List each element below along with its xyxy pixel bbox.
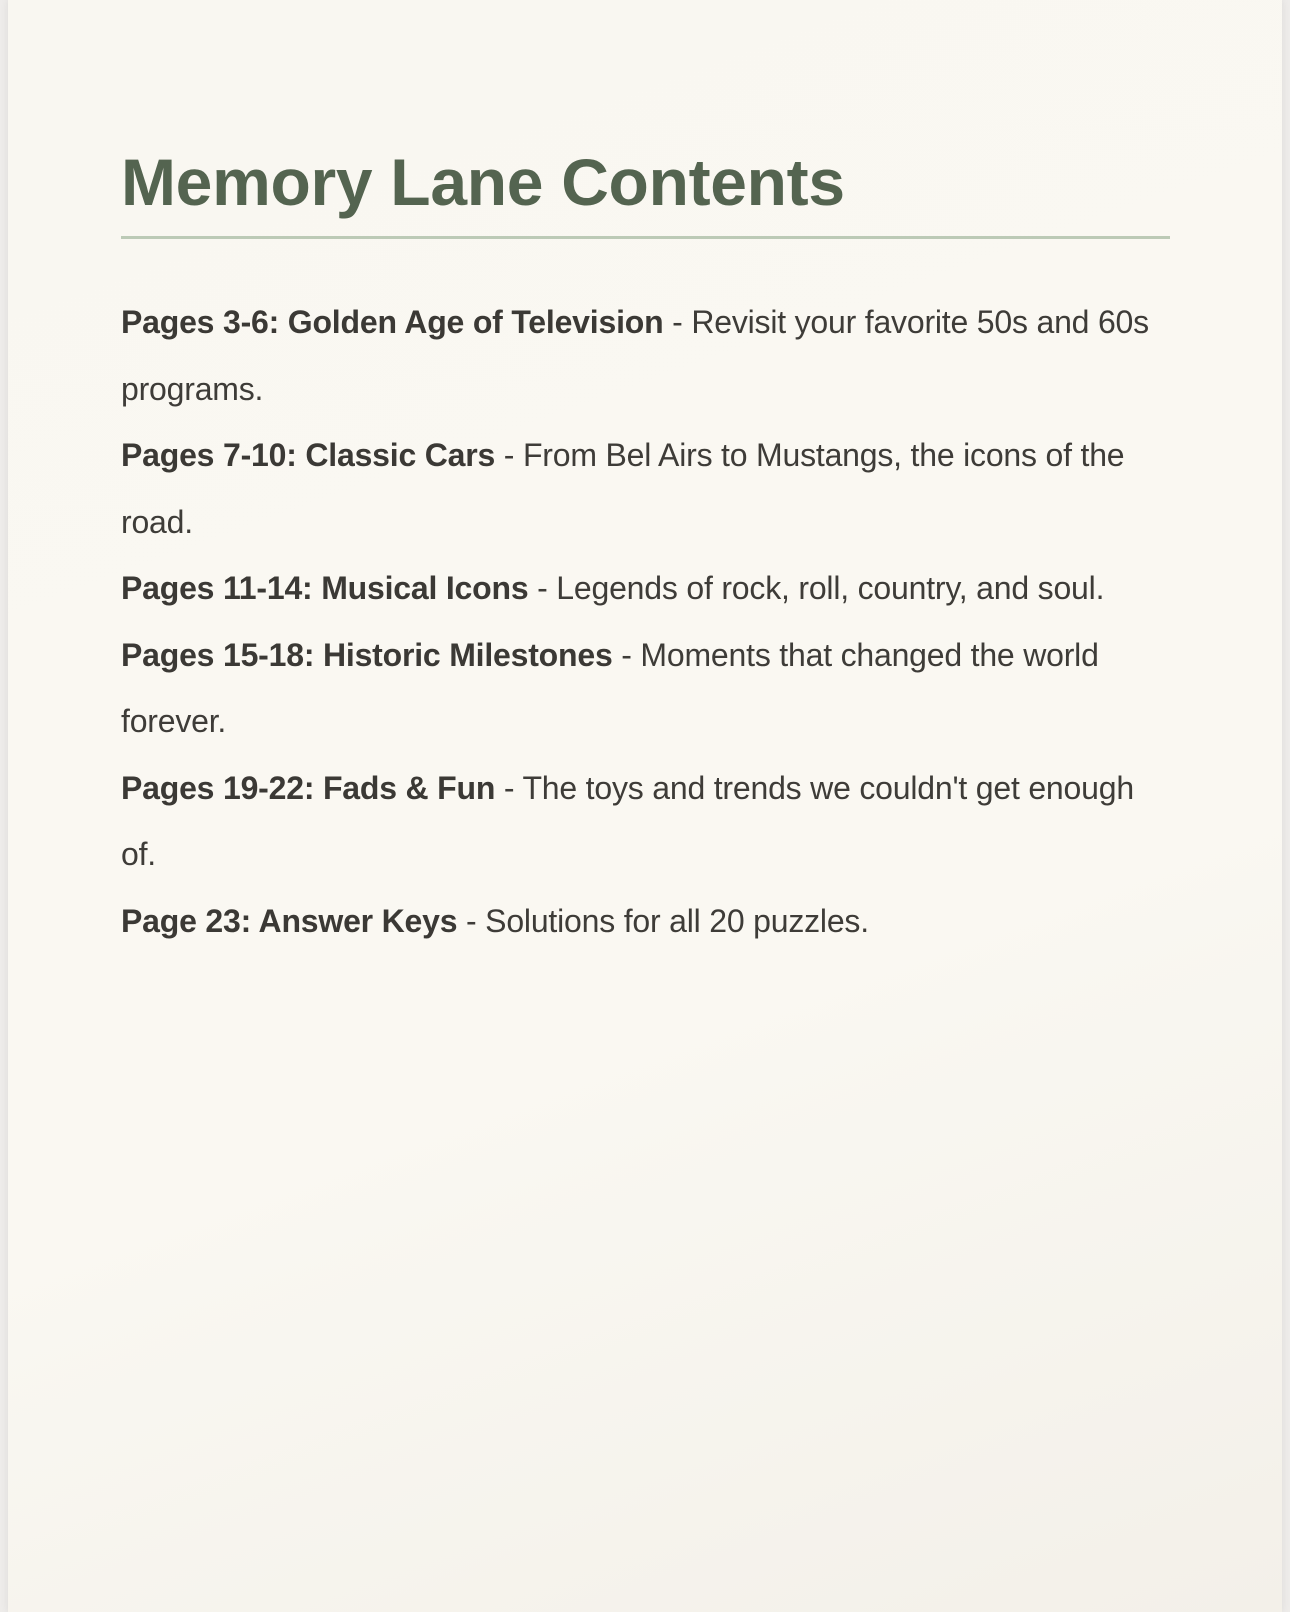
toc-separator: -: [495, 769, 523, 806]
toc-entry-television: [121, 289, 1170, 422]
title-divider: [121, 236, 1170, 239]
toc-entry-description: Moments that changed the world forever.: [121, 636, 1099, 739]
toc-entry-description: Legends of rock, roll, country, and soul.: [556, 570, 1105, 606]
toc-entry-description: Solutions for all 20 puzzles.: [485, 902, 869, 939]
toc-entry-title: Pages 19-22: Fads & Fun: [121, 769, 496, 806]
toc-entry-title: Page 23: Answer Keys: [121, 902, 458, 939]
contents-section: [121, 140, 1170, 954]
document-page: [8, 0, 1282, 1612]
toc-entry-title: Pages 11-14: Musical Icons: [121, 570, 529, 606]
toc-separator: -: [528, 570, 557, 606]
toc-entry-description: From Bel Airs to Mustangs, the icons of the road.: [121, 437, 1125, 540]
page-title: Memory Lane Contents: [121, 145, 845, 219]
toc-entry-music: [121, 555, 1170, 622]
toc-entry-description: The toys and trends we couldn't get enough of.: [121, 769, 1134, 872]
toc-entry-title: Pages 3-6: Golden Age of Television: [121, 304, 664, 340]
toc-entry-title: Pages 7-10: Classic Cars: [121, 437, 496, 473]
toc-entry-description: Revisit your favorite 50s and 60s programs.: [121, 304, 1149, 407]
toc-entry-answers: [121, 888, 1170, 955]
toc-entry-title: Pages 15-18: Historic Milestones: [121, 636, 613, 673]
toc-separator: -: [663, 304, 692, 340]
toc-separator: -: [457, 902, 486, 939]
toc-separator: -: [495, 437, 523, 473]
toc-entry-cars: [121, 422, 1170, 555]
table-of-contents: [121, 289, 1170, 954]
toc-separator: -: [612, 636, 641, 673]
toc-entry-milestones: [121, 622, 1170, 755]
toc-entry-fads: [121, 755, 1170, 888]
